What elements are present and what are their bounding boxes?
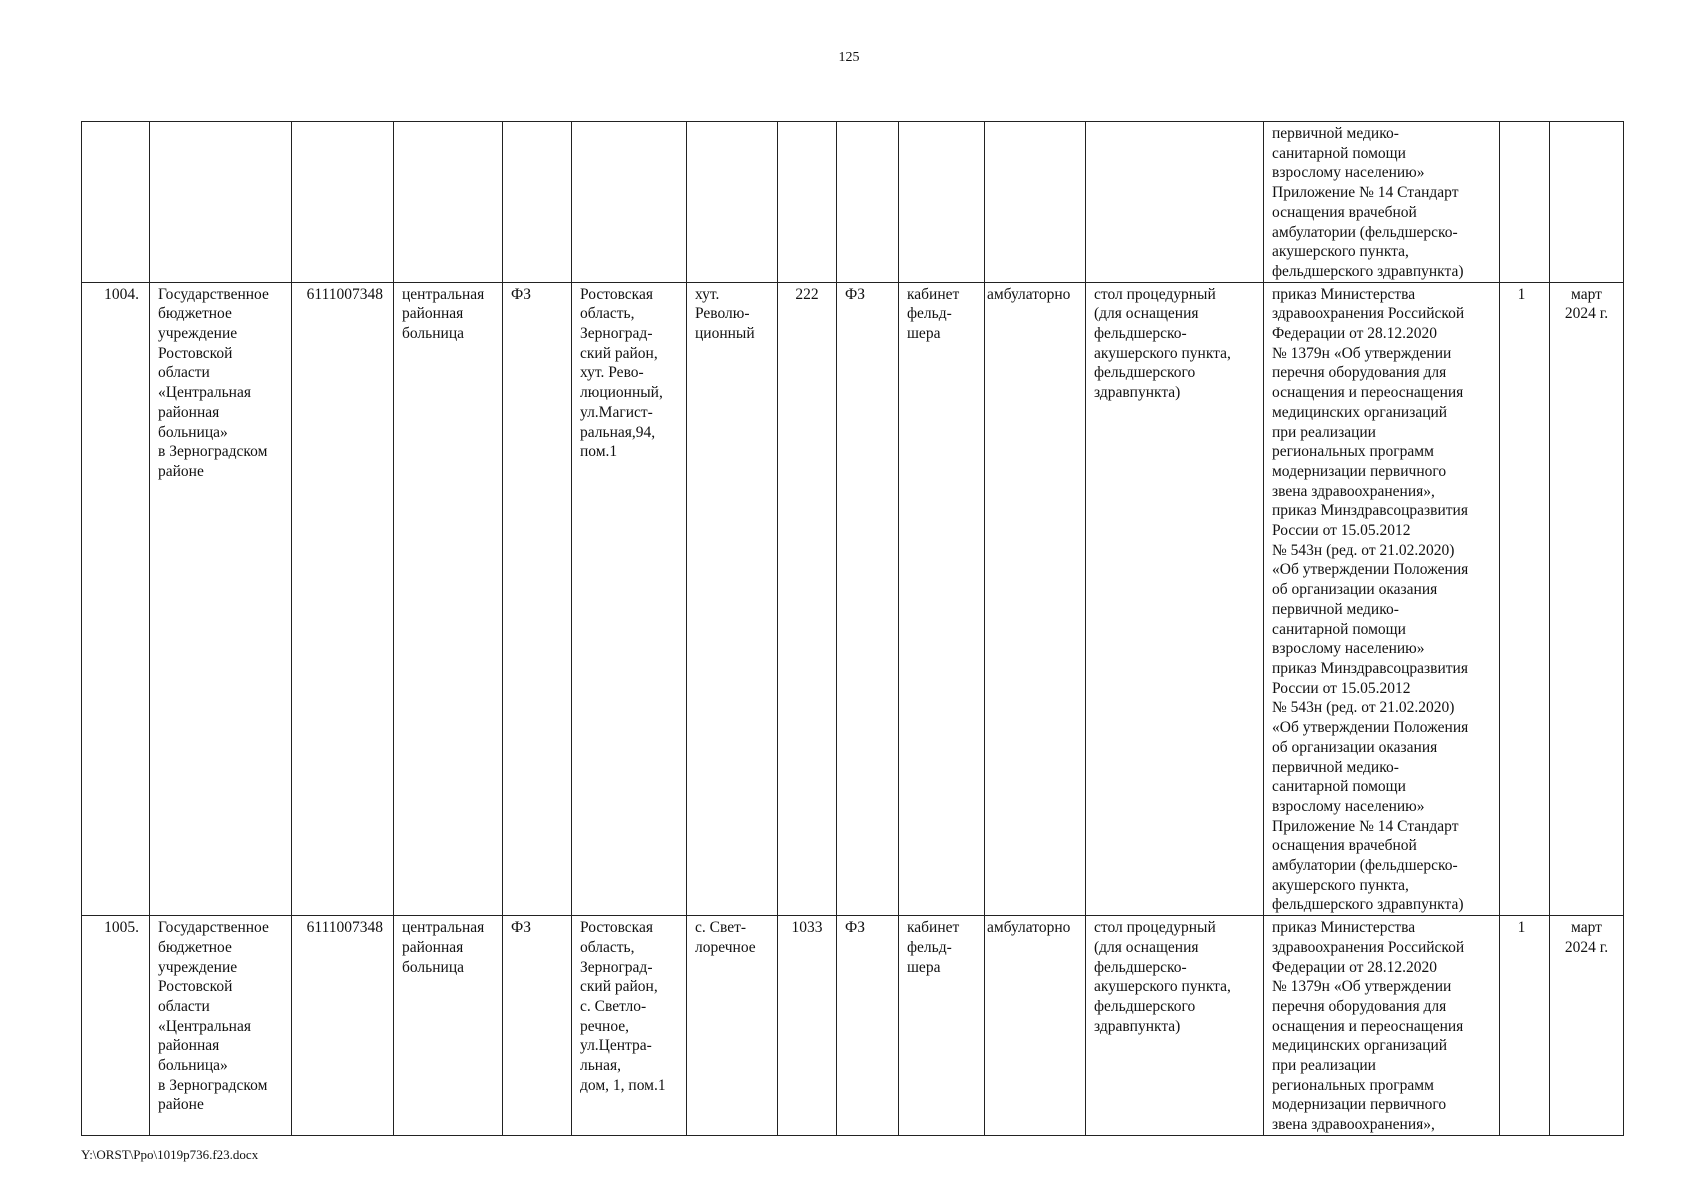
row-number-cell <box>82 122 150 283</box>
institution-type-cell <box>394 122 503 283</box>
institution-cell: Государственное бюджетное учреждение Ростовской области «Центральная районная больница» в Зерноградском районе <box>150 282 292 916</box>
quantity-cell <box>1500 122 1550 283</box>
law-cell: ФЗ <box>503 282 572 916</box>
population-cell <box>778 122 837 283</box>
equipment-cell: стол процедурный (для оснащения фельдшерско- акушерского пункта, фельдшерского здравпункта) <box>1086 916 1264 1136</box>
settlement-cell <box>687 122 778 283</box>
unit-cell: кабинет фельд- шера <box>899 916 985 1136</box>
care-condition-cell: амбулаторно <box>985 282 1086 916</box>
address-cell: Ростовская область, Зерноград- ский район, хут. Рево- люционный, ул.Магист- ральная,94, пом.1 <box>572 282 687 916</box>
page-number: 125 <box>838 50 860 65</box>
settlement-cell: с. Свет- лоречное <box>687 916 778 1136</box>
institution-type-cell: центральная районная больница <box>394 916 503 1136</box>
date-cell: март 2024 г. <box>1550 916 1624 1136</box>
equipment-cell <box>1086 122 1264 283</box>
address-cell: Ростовская область, Зерноград- ский район, с. Светло- речное, ул.Центра- льная, дом, 1, пом.1 <box>572 916 687 1136</box>
unit-cell <box>899 122 985 283</box>
document-file-path: Y:\ORST\Ppo\1019p736.f23.docx <box>81 1147 259 1162</box>
law-cell <box>503 122 572 283</box>
population-cell: 222 <box>778 282 837 916</box>
law-secondary-cell <box>837 122 899 283</box>
care-condition-cell <box>985 122 1086 283</box>
code-cell: 6111007348 <box>292 916 394 1136</box>
care-condition-cell: амбулаторно <box>985 916 1086 1136</box>
institution-cell <box>150 122 292 283</box>
population-cell: 1033 <box>778 916 837 1136</box>
table-row <box>82 122 1624 283</box>
table-row <box>82 282 1624 916</box>
quantity-cell: 1 <box>1500 916 1550 1136</box>
equipment-table <box>81 121 1624 1136</box>
institution-type-cell: центральная районная больница <box>394 282 503 916</box>
basis-cell: приказ Министерства здравоохранения Российской Федерации от 28.12.2020 № 1379н «Об утверждении перечня оборудования для оснащения и переоснащения медицинских организаций при реализации региональных программ модернизации первичного звена здравоохранения», приказ Минздравсоцразвития России от 15.05.2012 № 543н (ред. от 21.02.2020) «Об утверждении Положения об организации оказания первичной медико- санитарной помощи взрослому населению» приказ Минздравсоцразвития России от 15.05.2012 № 543н (ред. от 21.02.2020) «Об утверждении Положения об организации оказания первичной медико- санитарной помощи взрослому населению» Приложение № 14 Стандарт оснащения врачебной амбулатории (фельдшерско- акушерского пункта, фельдшерского здравпункта) <box>1264 282 1500 916</box>
institution-cell: Государственное бюджетное учреждение Ростовской области «Центральная районная больница» в Зерноградском районе <box>150 916 292 1136</box>
quantity-cell: 1 <box>1500 282 1550 916</box>
row-number-cell: 1004. <box>82 282 150 916</box>
equipment-cell: стол процедурный (для оснащения фельдшерско- акушерского пункта, фельдшерского здравпункта) <box>1086 282 1264 916</box>
law-cell: ФЗ <box>503 916 572 1136</box>
basis-cell: первичной медико- санитарной помощи взрослому населению» Приложение № 14 Стандарт оснащения врачебной амбулатории (фельдшерско- акушерского пункта, фельдшерского здравпункта) <box>1264 122 1500 283</box>
code-cell: 6111007348 <box>292 282 394 916</box>
row-number-cell: 1005. <box>82 916 150 1136</box>
settlement-cell: хут. Револю- ционный <box>687 282 778 916</box>
table-row <box>82 916 1624 1136</box>
code-cell <box>292 122 394 283</box>
law-secondary-cell: ФЗ <box>837 916 899 1136</box>
unit-cell: кабинет фельд- шера <box>899 282 985 916</box>
date-cell <box>1550 122 1624 283</box>
law-secondary-cell: ФЗ <box>837 282 899 916</box>
basis-cell: приказ Министерства здравоохранения Российской Федерации от 28.12.2020 № 1379н «Об утверждении перечня оборудования для оснащения и переоснащения медицинских организаций при реализации региональных программ модернизации первичного звена здравоохранения», <box>1264 916 1500 1136</box>
address-cell <box>572 122 687 283</box>
date-cell: март 2024 г. <box>1550 282 1624 916</box>
